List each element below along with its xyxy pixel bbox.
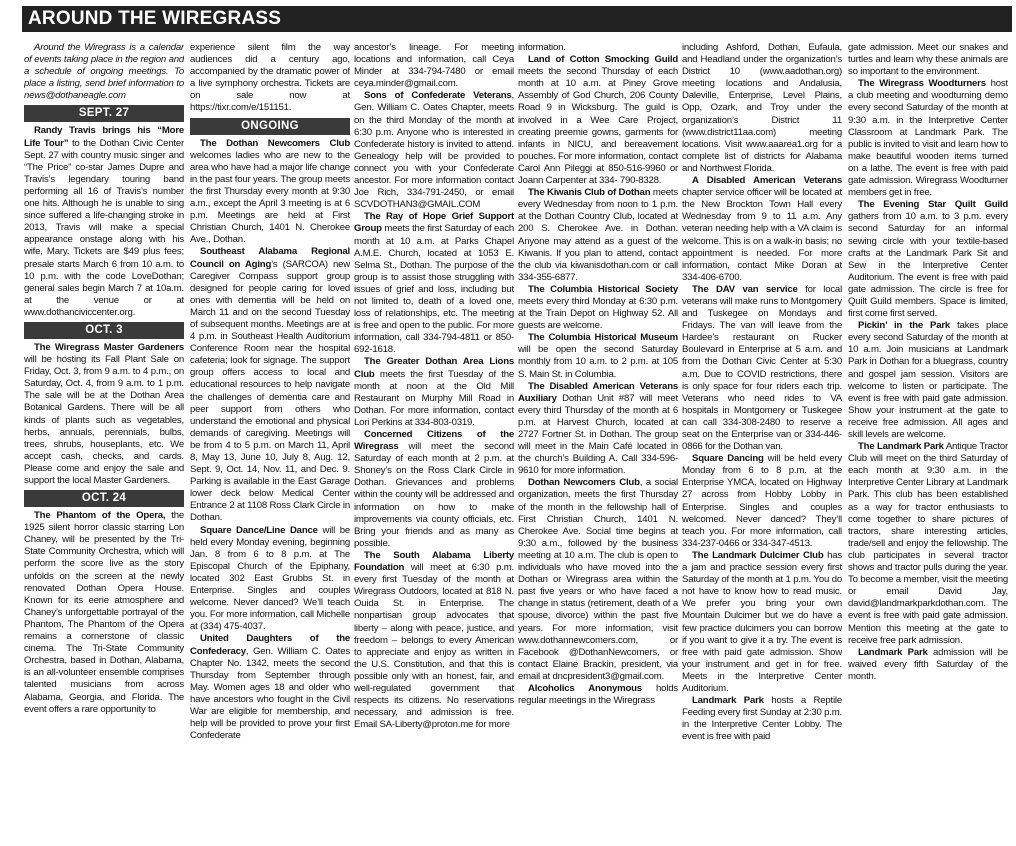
date-heading: OCT. 3 [24,322,184,339]
listing-title: The Ray of Hope Grief Support Group [354,211,514,235]
listing-body: meets the first Tuesday of the month at noon at the Old Mill Restaurant on Murphy Mill Road in Dothan. For more information, contact Lori Perkins at 334-803-0319. [354,368,514,428]
listing-body: will meet at 6:30 p.m. every first Tuesday of the month at Wiregrass Outdoors, located at 818 N. Ouida St. in Enterprise. The nonpartisan group advocates that liberty – along with peace, justice, and freedom – belongs to every American to appreciate and enjoy as written in the U.S. Constitution, and that this is possible only with an honest, fair, and well-regulated government that respects its citizens. No reservations necessary, and admission is free. Email SA-Liberty@proton.me for more [354,562,514,731]
listing-body: holds regular meetings in the Wiregrass [518,682,678,707]
listing-paragraph [848,320,1008,441]
listing-paragraph [682,695,842,743]
listing-paragraph [354,429,514,550]
continued-paragraph: information. [518,42,566,53]
listing-body: , a social organization, meets the first Thursday of the month in the fellowship hall of First Christian Church, 1401 N. Cherokee Ave. Social time begins at 9:30 a.m., followed by the business meeting at 10 a.m. The club is open to individuals who have moved into the Dothan or Wiregrass area within the past five years or who have faced a change in status (retirement, death of a spouse, divorce) within the past five years. For more information, visit www.dothannewcomers.com, or Facebook @DothanNewcomers, or contact Elaine Brackin, president, via email at dncpresident3@gmail.com. [518,477,678,682]
listing-title: A Disabled American Veterans [692,175,842,187]
section-banner: AROUND THE WIREGRASS [22,6,1012,32]
column-4 [518,42,678,842]
listing-title: Landmark Park [692,695,764,707]
listing-paragraph [848,78,1008,199]
listing-title: The Wiregrass Master Gardeners [34,341,184,353]
listing-paragraph [190,246,350,524]
listing-body: will meet the second Saturday of each month at 2 p.m. at Shoney’s on the Ross Clark Circle in Dothan. Grievances and problems within the county will be addressed and information on how to make improvements via county officials, etc. Bring your friends and as many as possible. [354,441,514,549]
listing-body: hosts a Reptile Feeding every first Sunday at 2:30 p.m. in the Interpretive Center Lobby. The event is free with paid [682,695,842,743]
listing-paragraph [848,199,1008,320]
listing-paragraph [190,138,350,247]
listing-body: meets the first Saturday of each month at 10 a.m. at Parks Chapel A.M.E. Church, located at 1053 E. Selma St., Dothan. The purpose of the group is to assist those struggling with issues of grief and loss, including but not limited to, death of a loved one, loss of relationships, etc. The meeting is free and open to the public. For more information, call 334-794-4811 or 850-692-1618. [354,223,514,356]
column-1 [24,42,184,842]
listing-body: ’s (SARCOA) new Caregiver Compass support group designed for people caring for loved ones with dementia will be held on March 11 and on the second Tuesday of subsequent months. Meetings are at 4 p.m. in Southeast Health Auditorium Conference Room near the hospital cafeteria; look for signage. The support group offers access to local and educational resources to help navigate the challenges of dementia care and peer support from others who understand the emotional and physical demands of caregiving. Meetings will be from 4 to 5 p.m. on March 11, April 8, May 13, June 10, July 8, Aug. 12, Sept. 9, Oct. 14, Nov. 11, and Dec. 9. Parking is available in the East Garage lower deck below Medical Center Entrance 2 at 1108 Ross Clark Circle in Dothan. [190,258,350,524]
listing-body: welcomes ladies who are new to the area who have had a major life change in the past four years. The group meets the first Thursday every month at 9:30 a.m., except the April 3 meeting is at 6 p.m. Meetings are held at First Christian Church, 1401 N. Cherokee Ave., Dothan. [190,149,350,246]
listing-paragraph [518,683,678,707]
listing-title: The Landmark Dulcimer Club [692,549,824,561]
listing-paragraph [518,477,678,683]
listing-paragraph [518,284,678,332]
listing-body: meets the second Thursday of each month at 10 a.m. at Piney Grove Assembly of God Church, 206 County Road 9 in Wicksburg. The guild is involved in a Wee Care Project, creating preemie gowns, garments for infants in NICU, and bereavement pouches. For more information, contact Carol Ann Pileggi at 850-516-9960 or Joann Carpenter at 334- 790-8328. [518,66,678,187]
listing-paragraph [354,211,514,356]
date-heading: SEPT. 27 [24,105,184,122]
listing-title: Sons of Confederate Veterans [364,90,512,102]
listing-title: Southeast Alabama Regional Council on Aging [190,246,350,270]
continued-paragraph: ancestor’s lineage. For meeting locations and information, call Ceya Minder at 334-794-7480 or email ceya.minder@gmail.com. [354,42,514,90]
listing-title: United Daughters of the Confederacy [190,633,350,657]
listing-paragraph [682,175,842,284]
column-6 [848,42,1008,842]
listing-paragraph [518,187,678,284]
listing-body: , Gen. William C. Oates Chapter No. 1342, meets the second Thursday from September through May. Women ages 18 and older who have ancestors who fought in the Civil War are eligible for membership, and help will be provided to prove your first Confederate [190,645,350,742]
listing-body: for local veterans will make runs to Montgomery and Tuskegee on Mondays and Fridays. The van will leave from the Hardee’s restaurant on Rucker Boulevard in Enterprise at 5 a.m. and from the Dothan Civic Center at 5:30 a.m. Due to COVID restrictions, there is only space for four riders each trip. Veterans who need rides to VA hospitals in Montgomery or Tuskegee can call 334-308-2480 to reserve a seat on the Enterprise van or 334-446-0866 for the Dothan van. [682,283,842,453]
listing-paragraph [24,342,184,487]
listing-title: The DAV van service [692,283,798,295]
listing-paragraph [354,550,514,731]
listing-title: The Greater Dothan Area Lions Club [354,356,514,380]
listing-title: The Kiwanis Club of Dothan [528,187,651,199]
listing-paragraph [848,647,1008,683]
listing-body: has a jam and practice session every first Saturday of the month at 1 p.m. You do not have to know how to read music. We prefer you bring your own Mountain Dulcimer but we do have a few practice dulcimers you can borrow if you want to give it a try. The event is free with paid gate admission. Show your instrument and get in for free. Meets in the Interpretive Center Auditorium. [682,549,842,694]
listing-body: will be open the second Saturday monthly from 10 a.m. to 2 p.m. at 105 S. Main St. in Columbia. [518,344,678,380]
listing-body: will be hosting its Fall Plant Sale on Friday, Oct. 3, from 9 a.m. to 4 p.m., on Saturday, Oct. 4, from 9 a.m. to 1 p.m. The sale will be at the Dothan Area Botanical Gardens. There will be all kinds of plants such as vegetables, herbs, annuals, perennials, bulbs, trees, shrubs, houseplants, etc. We accept cash, checks, and cards. Please come and enjoy the sale and support the local Master Gardeners. [24,354,184,486]
listing-paragraph [354,90,514,211]
listing-paragraph [518,332,678,380]
listing-body: , Gen. William C. Oates Chapter, meets on the third Monday of the month at 6:30 p.m. Anyone who is interested in Confederate history is invited to attend. Genealogy help will be provided to connect you with your Confederate ancestor. For more information contact Joe Rich, 334-791-2450, or email SCVDOTHAN3@GMAIL.COM [354,90,514,211]
listing-title: The Wiregrass Woodturners [858,78,986,90]
listing-title: Square Dancing [692,453,764,465]
listing-title: The Phantom of the Opera, [34,510,166,522]
listing-title: The Disabled American Veterans Auxiliary [518,380,678,404]
listing-title: The Evening Star Quilt Guild [858,199,1008,211]
listing-title: The Columbia Historical Society [528,283,678,295]
intro-paragraph: Around the Wiregrass is a calendar of events taking place in the region and a schedule of ongoing meetings. To place a listing, send brief information to news@dothaneagle.com [24,42,184,102]
listing-paragraph [682,550,842,695]
listing-title: Randy Travis brings his “More Life Tour” [24,125,184,149]
date-heading: ONGOING [190,118,350,135]
listing-paragraph [24,510,184,716]
listing-body: will be held every Monday from 6 to 8 p.m. at the Enterprise YMCA, located on Highway 27 across from Hobby Lobby in Enterprise. Singles and couples welcomed. Never danced? They’ll teach you. For more information, call 334-237-0466 or 334-347-4513. [682,453,842,549]
listing-paragraph [518,381,678,478]
listing-paragraph [24,125,184,319]
listing-body: meets every Wednesday from noon to 1 p.m. at the Dothan Country Club, located at 200 S. Cherokee Ave. in Dothan. Anyone may attend as a guest of the Kiwanis. If you plan to attend, contact the club via kiwanisdothan.com or call 334-355-6877. [518,187,678,283]
listing-body: meets every third Monday at 6:30 p.m. at the Train Depot on Highway 52. All guests are welcome. [518,295,678,332]
listing-paragraph [190,633,350,742]
listing-paragraph [848,441,1008,647]
column-3 [354,42,514,842]
listing-paragraph [354,356,514,429]
continued-paragraph: experience silent film the way audiences did a century ago, accompanied by the dramatic power of a live symphony orchestra. Tickets are on sale now at https://tixr.com/e/151151. [190,42,350,114]
listing-body: admission will be waived every fifth Saturday of the month. [848,646,1008,682]
listing-body: Antique Tractor Club will meet on the third Saturday of each month at 9:30 a.m. in the Interpretive Center Library at Landmark Park. This club has been established as a way for tractor enthusiasts to come together to share pictures of tractors, share interesting articles, trade/sell and enjoy the fellowship. The club participates in several tractor shows and tractor pulls during the year. To become a member, visit the meeting or email David Jay, david@landmarkparkdothan.com. The event is free with paid gate admission. Mention this meeting at the gate to receive free park admission. [848,441,1008,646]
listing-body: takes place every second Saturday of the month at 10 a.m. Join musicians at Landmark Park in Dothan for a bluegrass, country and gospel jam session. Visitors are welcome to listen or participate. The event is free with paid gate admission. Show your instrument at the gate to receive free admission. All ages and skill levels are welcome. [848,320,1008,440]
listing-paragraph [682,284,842,453]
continued-paragraph: gate admission. Meet our snakes and turtles and learn why these animals are so important to the environment. [848,42,1008,78]
listing-paragraph [190,525,350,634]
listing-title: Concerned Citizens of the Wiregrass [354,429,514,453]
listing-title: The South Alabama Liberty Foundation [354,549,514,574]
listing-paragraph [682,453,842,550]
listing-title: The Columbia Historical Museum [528,332,678,344]
listing-title: Pickin’ in the Park [858,320,951,332]
listing-body: the 1925 silent horror classic starring Lon Chaney, will be presented by the Tri-State Community Orchestra, which will perform the score live as the story unfolds on the screen at the newly renovated Dothan Opera House. Known for its eerie atmosphere and Chaney’s unforgettable portrayal of the Phantom, The Phantom of the Opera remains a cornerstone of classic cinema. The Tri-State Community Orchestra, based in Dothan, Alabama, is an all-volunteer ensemble comprises talented musicians from across Alabama, Georgia, and Florida. The event offers a rare opportunity to [24,510,184,715]
listing-body: to the Dothan Civic Center Sept. 27 with country music singer and “The Price” co-star James Dupre and Travis’s legendary touring band performing all 16 of Travis’s number one hits. Although he is unable to sing since suffered a life-changing stroke in 2013, Travis will make a special appearance onstage along with his wife, Mary. Tickets are $49 plus fees; presale starts March 6 from 10 a.m. to 10 p.m. with the code LoveDothan; general sales begin March 7 at 10a.m. at the venue or at www.dothanciviccenter.org. [24,137,184,318]
listing-body: Dothan Unit #87 will meet every third Thursday of the month at 6 p.m. at Harvest Church, located at 2727 Fortner St. in Dothan. The group will meet in the Main Café located in the church’s Building A. Call 334-596-9610 for more information. [518,392,678,477]
listing-body: chapter service officer will be located at the New Brockton Town Hall every Wednesday from 9 to 11 a.m. Any veteran needing help with a VA claim is welcome. This is on a walk-in basis; no appointment is needed. For more information, contact Mike Doran at 334-406-6700. [682,187,842,283]
listing-title: The Dothan Newcomers Club [200,137,350,149]
listing-title: Landmark Park [858,646,928,658]
listing-body: will be held every Monday evening, beginning Jan. 8 from 6 to 8 p.m. at The Episcopal Church of the Epiphany, located 302 East Grubbs St. in Enterprise. Singles and couples welcome. Never danced? We’ll teach you. For more information, call Michelle at (334) 475-4037. [190,524,350,633]
continued-paragraph: including Ashford, Dothan, Eufaula, and Headland under the organization’s District 10 (www.aadothan.org) meeting locations and Andalusia, Daleville, Enterprise, Level Plains, Opp, Ozark, and Troy under the organization’s District 11 (www.district11aa.com) meeting locations. Visit www.aaarea1.org for a complete list of districts for Alabama and Northwest Florida. [682,42,842,174]
listing-title: Land of Cotton Smocking Guild [528,54,678,66]
listing-title: Square Dance/Line Dance [200,524,318,536]
listing-paragraph [518,54,678,187]
listing-body: host a club meeting and woodturning demo every second Saturday of the month at 9:30 a.m. in the Interpretive Center Classroom at Landmark Park. The public is invited to visit and learn how to make beautiful wooden items turned on a lathe. The event is free with paid gate admission. Wiregrass Woodturner members get in free. [848,78,1008,199]
column-5 [682,42,842,842]
listing-title: Alcoholics Anonymous [528,682,642,694]
listing-body: gathers from 10 a.m. to 3 p.m. every second Saturday for an informal sewing circle with your textile-based crafts at the Landmark Park Sit and Sew in the Interpretive Center Auditorium. The event is free with paid gate admission. The circle is free for Quilt Guild members. Space is limited, first come first served. [848,211,1008,320]
date-heading: OCT. 24 [24,490,184,507]
listing-title: The Landmark Park [858,441,944,453]
column-2 [190,42,350,842]
listing-title: Dothan Newcomers Club [528,477,640,489]
